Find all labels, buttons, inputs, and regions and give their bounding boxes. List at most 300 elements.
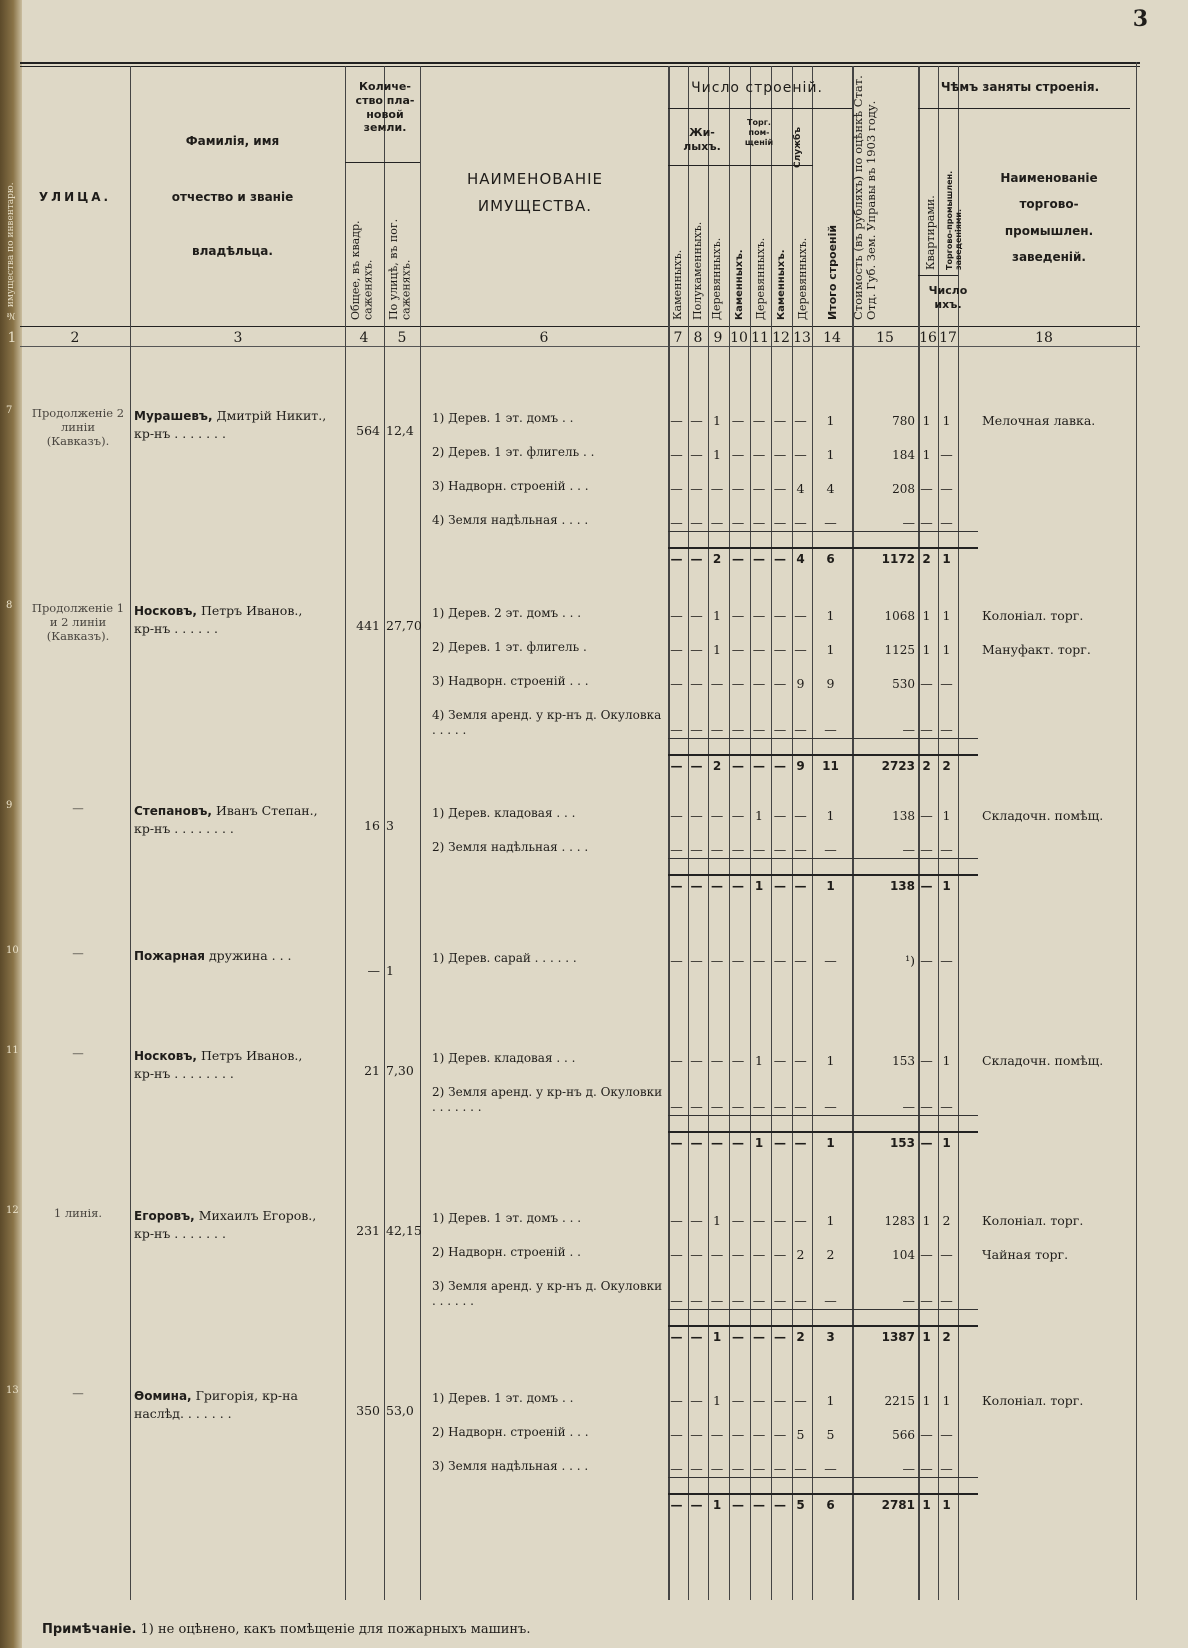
land-street: 1: [386, 963, 394, 978]
total-cell: —: [670, 759, 683, 773]
value-cell: 1: [922, 1393, 931, 1408]
value-cell: —: [920, 1247, 933, 1262]
value-cell: —: [773, 1293, 787, 1308]
header-trade-estab: Торгово-промышлен. заведеніями.: [945, 170, 964, 270]
value-cell: —: [902, 1461, 915, 1476]
header-serv-stone: Каменныхъ.: [776, 249, 787, 320]
header-owner-1: Фамилія, имя: [185, 134, 280, 148]
value-cell: 1: [922, 1213, 931, 1228]
header-owner-3: владѣльца.: [192, 244, 273, 258]
total-cell: —: [690, 1498, 703, 1512]
value-cell: —: [731, 722, 745, 737]
footnote-label: Примѣчаніе.: [42, 1622, 137, 1637]
value-cell: —: [773, 515, 787, 530]
column-number: 9: [713, 330, 723, 346]
value-cell: —: [824, 953, 837, 968]
value-cell: —: [710, 1099, 724, 1114]
row-underline: [668, 1115, 978, 1116]
value-cell: —: [824, 1461, 837, 1476]
value-cell: —: [752, 676, 766, 691]
header-land-street: По улицѣ, въ пог. саженяхъ.: [387, 218, 413, 320]
value-cell: —: [690, 1247, 703, 1262]
header-trade: Торг. пом-щеній: [744, 118, 774, 147]
total-cell: —: [920, 879, 933, 893]
header-serv-wooden: Деревянныхъ.: [796, 237, 809, 320]
value-cell: 1: [826, 413, 835, 428]
establishment-name: Мелочная лавка.: [982, 413, 1096, 428]
total-cell: 2: [922, 552, 931, 566]
value-cell: 1: [922, 642, 931, 657]
header-buildings-group: Число строеній.: [691, 80, 823, 96]
header-bottom-rule: [20, 326, 1140, 327]
value-cell: ¹): [905, 953, 915, 968]
value-cell: 530: [892, 677, 915, 691]
value-cell: 184: [892, 448, 915, 462]
street-name: 1 линія.: [53, 1206, 103, 1220]
value-cell: 1: [826, 642, 835, 657]
total-cell: —: [774, 1498, 786, 1512]
total-cell: —: [690, 759, 703, 773]
value-cell: —: [752, 1293, 766, 1308]
value-cell: —: [690, 1099, 703, 1114]
value-cell: 1: [942, 1393, 951, 1408]
total-rule: [668, 874, 978, 876]
column-number: 13: [793, 330, 811, 346]
value-cell: 1: [922, 413, 931, 428]
table-top-rule: [20, 62, 1140, 64]
total-cell: 2: [712, 759, 722, 773]
value-cell: —: [752, 1213, 766, 1228]
value-cell: —: [794, 447, 807, 462]
value-cell: —: [670, 722, 683, 737]
owner-surname: Пожарная: [134, 949, 206, 963]
value-cell: —: [690, 676, 703, 691]
value-cell: —: [731, 1213, 745, 1228]
header-subrule: [918, 275, 958, 276]
value-cell: 1: [826, 1213, 835, 1228]
value-cell: —: [773, 481, 787, 496]
total-cell: 6: [826, 552, 835, 566]
total-cell: 4: [796, 552, 805, 566]
total-cell: —: [774, 759, 786, 773]
value-cell: —: [773, 642, 787, 657]
value-cell: 1: [713, 1213, 721, 1228]
value-cell: —: [920, 808, 933, 823]
value-cell: —: [940, 515, 953, 530]
value-cell: —: [731, 953, 745, 968]
value-cell: —: [902, 1099, 915, 1114]
value-cell: 1: [826, 1393, 835, 1408]
value-cell: —: [752, 608, 766, 623]
value-cell: —: [940, 1099, 953, 1114]
value-cell: 5: [826, 1427, 835, 1442]
value-cell: —: [773, 1099, 787, 1114]
value-cell: —: [920, 1293, 933, 1308]
property-item: 3) Надворн. строеній . . .: [432, 479, 589, 493]
column-number: 4: [359, 330, 369, 346]
total-cell: 1: [922, 1330, 931, 1344]
value-cell: —: [920, 676, 933, 691]
value-cell: —: [824, 515, 837, 530]
value-cell: —: [920, 1099, 933, 1114]
street-name: —: [72, 946, 84, 960]
value-cell: —: [731, 676, 745, 691]
value-cell: —: [670, 953, 683, 968]
column-numbers-rule: [20, 346, 1140, 347]
total-cell: —: [774, 1136, 786, 1150]
value-cell: —: [670, 1247, 683, 1262]
total-rule: [668, 1131, 978, 1133]
value-cell: —: [773, 1213, 787, 1228]
value-cell: —: [794, 953, 807, 968]
land-street: 12,4: [386, 423, 414, 438]
header-trade-wooden: Деревянныхъ.: [754, 237, 767, 320]
total-cell: 2781: [881, 1498, 915, 1512]
column-number: 1: [7, 330, 17, 346]
value-cell: —: [690, 1053, 703, 1068]
value-cell: —: [710, 676, 724, 691]
header-residential: Жи-лыхъ.: [683, 126, 721, 153]
value-cell: —: [940, 676, 953, 691]
header-trade-stone: Каменныхъ.: [734, 249, 745, 320]
value-cell: 1: [922, 608, 931, 623]
value-cell: 566: [892, 1428, 915, 1442]
establishment-name: Колоніал. торг.: [982, 608, 1084, 623]
value-cell: —: [731, 642, 745, 657]
total-cell: —: [690, 879, 703, 893]
value-cell: —: [752, 515, 766, 530]
value-cell: 153: [892, 1054, 915, 1068]
owner-name: [134, 947, 339, 965]
value-cell: 1: [713, 413, 721, 428]
property-item: 2) Земля аренд. у кр-нъ д. Окуловки . . . . . . .: [432, 1085, 663, 1114]
row-number: 11: [6, 1045, 19, 1056]
row-underline: [668, 1477, 978, 1478]
land-total: 21: [364, 1063, 380, 1078]
value-cell: —: [752, 642, 766, 657]
value-cell: 1: [826, 608, 835, 623]
total-rule: [668, 754, 978, 756]
total-cell: 153: [889, 1136, 915, 1150]
value-cell: —: [731, 1099, 745, 1114]
establishment-name: Колоніал. торг.: [982, 1393, 1084, 1408]
value-cell: —: [824, 842, 837, 857]
column-number: 18: [1035, 330, 1053, 346]
owner-status: кр-нъ . . . . . . . .: [134, 1066, 234, 1082]
value-cell: —: [731, 1293, 745, 1308]
column-number: 17: [939, 330, 957, 346]
header-value: Стоимость (въ рубляхъ) по оцѣнкѣ Стат. Отд. Губ. Зем. Управы въ 1903 году.: [851, 75, 879, 320]
value-cell: —: [824, 722, 837, 737]
row-underline: [668, 858, 978, 859]
value-cell: —: [670, 481, 683, 496]
total-cell: —: [690, 1330, 703, 1344]
owner-name: [134, 802, 339, 839]
owner-name: [134, 1387, 339, 1424]
land-total: —: [367, 963, 380, 978]
value-cell: —: [710, 1427, 724, 1442]
column-rule: [708, 66, 709, 1600]
owner-surname: Егоровъ,: [134, 1209, 195, 1223]
value-cell: —: [752, 842, 766, 857]
column-number: 16: [919, 330, 937, 346]
owner-surname: Ѳомина,: [134, 1389, 192, 1403]
total-cell: 1172: [881, 552, 915, 566]
owner-name: [134, 1207, 339, 1244]
total-cell: 2: [942, 759, 951, 773]
owner-status: кр-нъ . . . . . . .: [134, 426, 226, 442]
column-number: 10: [730, 330, 748, 346]
value-cell: —: [773, 842, 787, 857]
property-item: 4) Земля надѣльная . . . .: [432, 513, 589, 527]
property-item: 2) Надворн. строеній . .: [432, 1245, 581, 1259]
property-item: 1) Дерев. 2 эт. домъ . . .: [432, 606, 582, 620]
value-cell: —: [731, 842, 745, 857]
street-name: —: [72, 1046, 84, 1060]
value-cell: —: [731, 808, 745, 823]
value-cell: 1: [713, 447, 721, 462]
column-number: 12: [772, 330, 790, 346]
value-cell: —: [731, 1247, 745, 1262]
property-item: 3) Земля аренд. у кр-нъ д. Окуловки . . . . . .: [432, 1279, 663, 1308]
property-item: 2) Дерев. 1 эт. флигель .: [432, 640, 587, 654]
value-cell: —: [670, 515, 683, 530]
total-cell: 11: [822, 759, 839, 773]
header-estab-name: Наименованіе торгово-промышлен. заведеній.: [1000, 171, 1098, 265]
total-cell: —: [690, 552, 703, 566]
value-cell: —: [752, 447, 766, 462]
total-cell: 1387: [881, 1330, 915, 1344]
value-cell: —: [773, 1461, 787, 1476]
total-cell: —: [732, 552, 744, 566]
column-rule: [729, 66, 730, 1600]
value-cell: —: [690, 413, 703, 428]
row-underline: [668, 1309, 978, 1310]
value-cell: —: [670, 447, 683, 462]
header-occupied-group: Чѣмъ заняты строенія.: [940, 80, 1100, 94]
value-cell: —: [731, 608, 745, 623]
row-number: 12: [6, 1205, 19, 1216]
value-cell: —: [670, 808, 683, 823]
total-cell: —: [732, 1498, 744, 1512]
value-cell: —: [773, 1053, 787, 1068]
value-cell: —: [670, 413, 683, 428]
total-cell: —: [670, 1136, 683, 1150]
column-number: 2: [70, 330, 80, 346]
value-cell: —: [920, 1461, 933, 1476]
table-top-rule: [20, 66, 1140, 67]
value-cell: —: [690, 1293, 703, 1308]
value-cell: —: [773, 413, 787, 428]
column-rule: [130, 66, 131, 1600]
total-cell: 1: [826, 879, 835, 893]
street-name: Продолженіе 1 и 2 линіи (Кавказъ).: [31, 601, 125, 643]
header-owner-2: отчество и званіе: [171, 190, 294, 204]
total-cell: 3: [826, 1330, 835, 1344]
total-cell: —: [732, 759, 744, 773]
column-number: 6: [539, 330, 549, 346]
value-cell: —: [752, 413, 766, 428]
total-cell: —: [711, 1136, 723, 1150]
total-cell: 1: [712, 1330, 722, 1344]
value-cell: —: [824, 1293, 837, 1308]
total-cell: 2723: [881, 759, 915, 773]
value-cell: —: [670, 1427, 683, 1442]
owner-surname: Носковъ,: [134, 604, 197, 618]
total-cell: —: [794, 879, 807, 893]
value-cell: 1: [713, 1393, 721, 1408]
land-total: 231: [356, 1223, 380, 1238]
street-name: —: [72, 1386, 84, 1400]
value-cell: 1: [826, 808, 835, 823]
value-cell: —: [670, 842, 683, 857]
footnote: [42, 1622, 530, 1637]
value-cell: —: [731, 481, 745, 496]
header-apartments: Квартирами.: [924, 195, 937, 270]
owner-given: Михаилъ Егоров.,: [194, 1208, 317, 1223]
header-total-buildings: Итого строеній: [826, 224, 839, 320]
establishment-name: Колоніал. торг.: [982, 1213, 1084, 1228]
total-cell: 1: [712, 1498, 722, 1512]
column-rule: [688, 66, 689, 1600]
establishment-name: Мануфакт. торг.: [982, 642, 1091, 657]
land-street: 42,15: [386, 1223, 422, 1238]
value-cell: —: [902, 1293, 915, 1308]
owner-name: [134, 407, 339, 444]
land-total: 441: [356, 618, 380, 633]
owner-name: [134, 602, 339, 639]
value-cell: —: [690, 1213, 703, 1228]
value-cell: —: [794, 1099, 807, 1114]
value-cell: —: [920, 1427, 933, 1442]
total-cell: —: [774, 879, 786, 893]
street-name: Продолженіе 2 линіи (Кавказъ).: [31, 406, 125, 448]
value-cell: 4: [796, 481, 805, 496]
owner-given: Дмитрій Никит.,: [212, 408, 327, 423]
value-cell: —: [670, 1053, 683, 1068]
property-item: 1) Дерев. 1 эт. домъ . .: [432, 1391, 574, 1405]
header-subrule: [668, 108, 852, 109]
total-cell: 5: [796, 1498, 805, 1512]
property-item: 1) Дерев. сарай . . . . . .: [432, 951, 577, 965]
value-cell: —: [940, 1427, 953, 1442]
value-cell: 1: [713, 642, 721, 657]
owner-given: дружина . . .: [205, 948, 292, 963]
value-cell: —: [794, 1461, 807, 1476]
property-item: 3) Надворн. строеній . . .: [432, 674, 589, 688]
value-cell: 1: [826, 1053, 835, 1068]
value-cell: 104: [892, 1248, 915, 1262]
land-total: 350: [356, 1403, 380, 1418]
value-cell: —: [670, 676, 683, 691]
value-cell: 1: [755, 1053, 763, 1068]
value-cell: —: [824, 1099, 837, 1114]
owner-given: Григорія, кр-на: [191, 1388, 298, 1403]
value-cell: —: [773, 676, 787, 691]
land-street: 7,30: [386, 1063, 414, 1078]
value-cell: —: [731, 447, 745, 462]
right-rule: [1136, 62, 1137, 1600]
owner-status: кр-нъ . . . . . . .: [134, 1226, 226, 1242]
value-cell: —: [731, 1427, 745, 1442]
property-item: 4) Земля аренд. у кр-нъ д. Окуловка . . . . .: [432, 708, 662, 737]
establishment-name: Складочн. помѣщ.: [982, 1053, 1104, 1068]
total-cell: 138: [889, 879, 915, 893]
column-rule: [345, 66, 346, 1600]
total-cell: —: [774, 552, 786, 566]
column-rule: [918, 66, 920, 1600]
value-cell: —: [752, 481, 766, 496]
header-subrule: [345, 162, 420, 163]
owner-given: Петръ Иванов.,: [196, 1048, 303, 1063]
property-item: 1) Дерев. кладовая . . .: [432, 806, 576, 820]
column-rule: [792, 66, 793, 1600]
header-res-wooden: Деревянныхъ.: [710, 237, 723, 320]
total-cell: —: [670, 1498, 683, 1512]
owner-status: наслѣд. . . . . . .: [134, 1406, 232, 1422]
total-cell: 1: [942, 1136, 951, 1150]
street-name: —: [72, 801, 84, 815]
header-land-total: Общее, въ квадр. саженяхъ.: [349, 220, 375, 320]
value-cell: —: [710, 481, 724, 496]
value-cell: 1125: [884, 643, 915, 657]
value-cell: —: [670, 1461, 683, 1476]
total-cell: —: [920, 1136, 933, 1150]
value-cell: —: [920, 481, 933, 496]
value-cell: —: [670, 1293, 683, 1308]
header-subrule: [918, 108, 1130, 109]
row-number: 13: [6, 1385, 19, 1396]
value-cell: —: [940, 1293, 953, 1308]
property-item: 2) Земля надѣльная . . . .: [432, 840, 589, 854]
column-rule: [668, 66, 670, 1600]
property-item: 2) Дерев. 1 эт. флигель . .: [432, 445, 595, 459]
page-number: 3: [1132, 6, 1148, 32]
value-cell: —: [794, 808, 807, 823]
value-cell: 5: [796, 1427, 805, 1442]
value-cell: —: [731, 1461, 745, 1476]
value-cell: —: [940, 1461, 953, 1476]
value-cell: —: [902, 842, 915, 857]
value-cell: —: [710, 515, 724, 530]
value-cell: 1: [713, 608, 721, 623]
value-cell: —: [773, 953, 787, 968]
total-cell: —: [753, 1330, 765, 1344]
value-cell: —: [752, 1099, 766, 1114]
value-cell: 2: [942, 1213, 951, 1228]
value-cell: —: [773, 1247, 787, 1262]
owner-status: кр-нъ . . . . . . . .: [134, 821, 234, 837]
total-cell: 1: [922, 1498, 931, 1512]
column-rule: [750, 66, 751, 1600]
value-cell: —: [794, 722, 807, 737]
column-number: 7: [673, 330, 683, 346]
value-cell: —: [690, 447, 703, 462]
footnote-text: 1) не оцѣнено, какъ помѣщеніе для пожарныхъ машинъ.: [140, 1622, 531, 1637]
land-street: 3: [386, 818, 394, 833]
total-cell: 1: [826, 1136, 835, 1150]
value-cell: —: [731, 1393, 745, 1408]
total-cell: 1: [942, 552, 951, 566]
total-cell: 2: [712, 552, 722, 566]
land-total: 564: [356, 423, 380, 438]
value-cell: 2: [796, 1247, 805, 1262]
value-cell: —: [670, 1393, 683, 1408]
value-cell: 1283: [884, 1214, 915, 1228]
value-cell: —: [773, 608, 787, 623]
value-cell: 1: [922, 447, 931, 462]
value-cell: —: [940, 722, 953, 737]
